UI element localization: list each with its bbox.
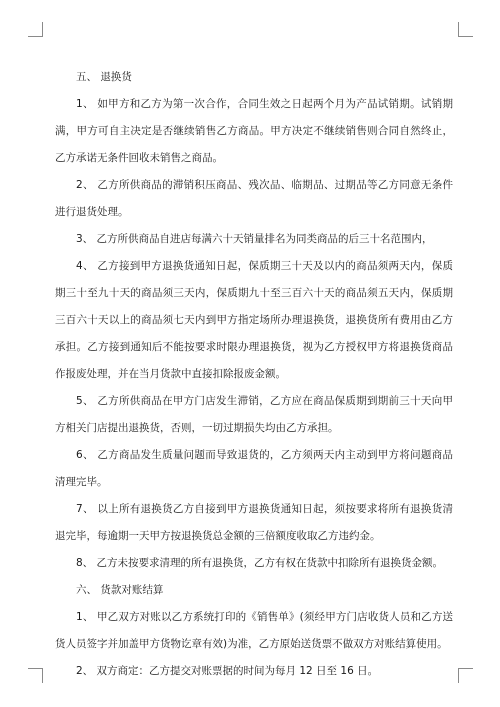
crop-mark-top-left (28, 22, 43, 37)
section-five-item-3: 3、 乙方所供商品自进店每满六十天销量排名为同类商品的后三十名范围内， (76, 233, 433, 245)
section-five-item-1: 1、 如甲方和乙方为第一次合作，合同生效之日起两个月为产品试销期。试销期满，甲方可自主决定是否继续销售乙方商品。甲方决定不继续销售则合同自然终止，乙方承诺无条件回收未销售之商品。 (55, 98, 453, 164)
section-five-item-2: 2、 乙方所供商品的滞销积压商品、残次品、临期品、过期品等乙方同意无条件进行退货处理。 (55, 179, 453, 218)
section-five-item-8: 8、 乙方未按要求清理的所有退换货，乙方有权在货款中扣除所有退换货金额。 (76, 557, 444, 569)
section-five-heading: 五、 退换货 (76, 71, 132, 83)
crop-mark-bottom-right (458, 668, 473, 683)
section-six-item-2: 2、 双方商定：乙方提交对账票据的时间为每月 12 日至 16 日。 (76, 665, 379, 677)
section-six-item-1: 1、 甲乙双方对账以乙方系统打印的《销售单》(须经甲方门店收货人员和乙方送货人员签字并加盖甲方货物讫章有效)为准，乙方原始送货票不做双方对账结算使用。 (55, 611, 453, 650)
section-five-item-5: 5、 乙方所供商品在甲方门店发生滞销，乙方应在商品保质期到期前三十天向甲方相关门店提出退换货，否则，一切过期损失均由乙方承担。 (55, 395, 453, 434)
section-five-item-7: 7、 以上所有退换货乙方自接到甲方退换货通知日起，须按要求将所有退换货清退完毕，每逾期一天甲方按退换货总金额的三倍额度收取乙方违约金。 (55, 503, 453, 542)
crop-mark-top-right (458, 22, 473, 37)
crop-mark-bottom-left (28, 668, 43, 683)
document-body (55, 64, 453, 685)
section-five-item-6: 6、 乙方商品发生质量问题而导致退货的，乙方须两天内主动到甲方将问题商品清理完毕。 (55, 449, 453, 488)
section-six-heading: 六、 货款对账结算 (76, 584, 164, 596)
section-five-item-4: 4、 乙方接到甲方退换货通知日起，保质期三十天及以内的商品须两天内，保质期三十至九十天的商品须三天内，保质期九十至三百六十天的商品须五天内，保质期三百六十天以上的商品须七天内到甲方指定场所办理退换货，退换货所有费用由乙方承担。乙方接到通知后不能按要求时限办理退换货，视为乙方授权甲方将退换货商品作报废处理，并在当月货款中直接扣除报废金额。 (55, 260, 453, 380)
